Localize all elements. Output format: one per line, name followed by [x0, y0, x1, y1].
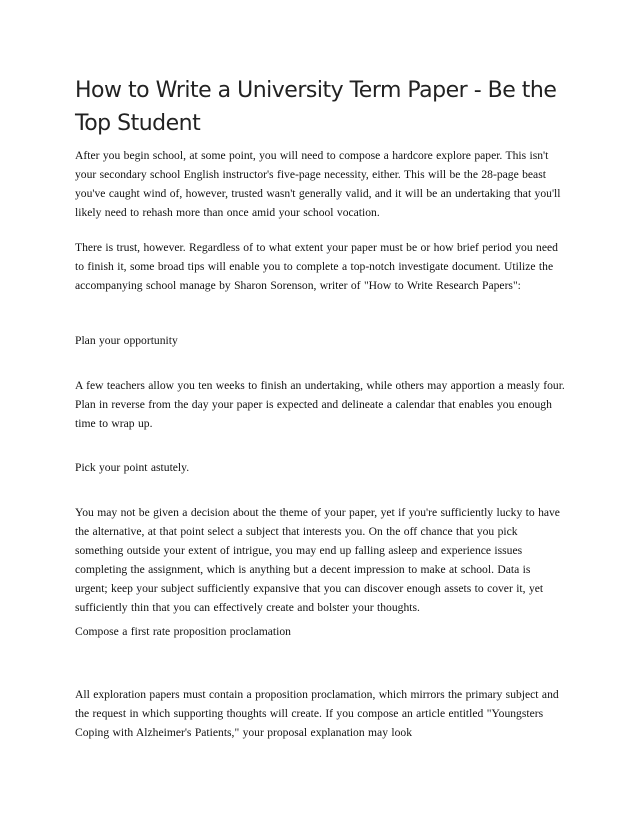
paragraph-pick: You may not be given a decision about the theme of your paper, yet if you're sufficiently lucky to have the alternative, at that point select a subject that interests you. On the off chance that you pick something outside your extent of intrigue, you may end up falling asleep and experience issues completing the assignment, which is anything but a decent impression to make at school. Data is urgent; keep your subject sufficiently expansive that you can discover enough assets to cover it, yet sufficiently thin that you can effectively create and bolster your thoughts. — [75, 506, 560, 614]
heading-pick-point: Pick your point astutely. — [75, 461, 190, 474]
heading-plan-opportunity: Plan your opportunity — [75, 334, 178, 347]
paragraph-proposition: All exploration papers must contain a proposition proclamation, which mirrors the primary subject and the request in which supporting thoughts will create. If you compose an article entitled "Youngsters Coping with Alzheimer's Patients," your proposal explanation may look — [75, 688, 559, 739]
paragraph-intro: After you begin school, at some point, you will need to compose a hardcore explore paper. This isn't your secondary school English instructor's five-page necessity, either. This will be the 28-page beast you've caught wind of, however, trusted wasn't generally valid, and it will be an undertaking that you'll likely need to rehash more than once amid your school vocation. — [75, 149, 561, 219]
heading-proposition: Compose a first rate proposition proclamation — [75, 625, 291, 638]
paragraph-trust: There is trust, however. Regardless of to what extent your paper must be or how brief period you need to finish it, some broad tips will enable you to complete a top-notch investigate document. Utilize the accompanying school manage by Sharon Sorenson, writer of "How to Write Research Papers": — [75, 241, 558, 292]
document-title: How to Write a University Term Paper - Be the Top Student — [75, 78, 557, 136]
paragraph-plan: A few teachers allow you ten weeks to finish an undertaking, while others may apportion a measly four. Plan in reverse from the day your paper is expected and delineate a calendar that enables you enough time to wrap up. — [75, 379, 565, 430]
